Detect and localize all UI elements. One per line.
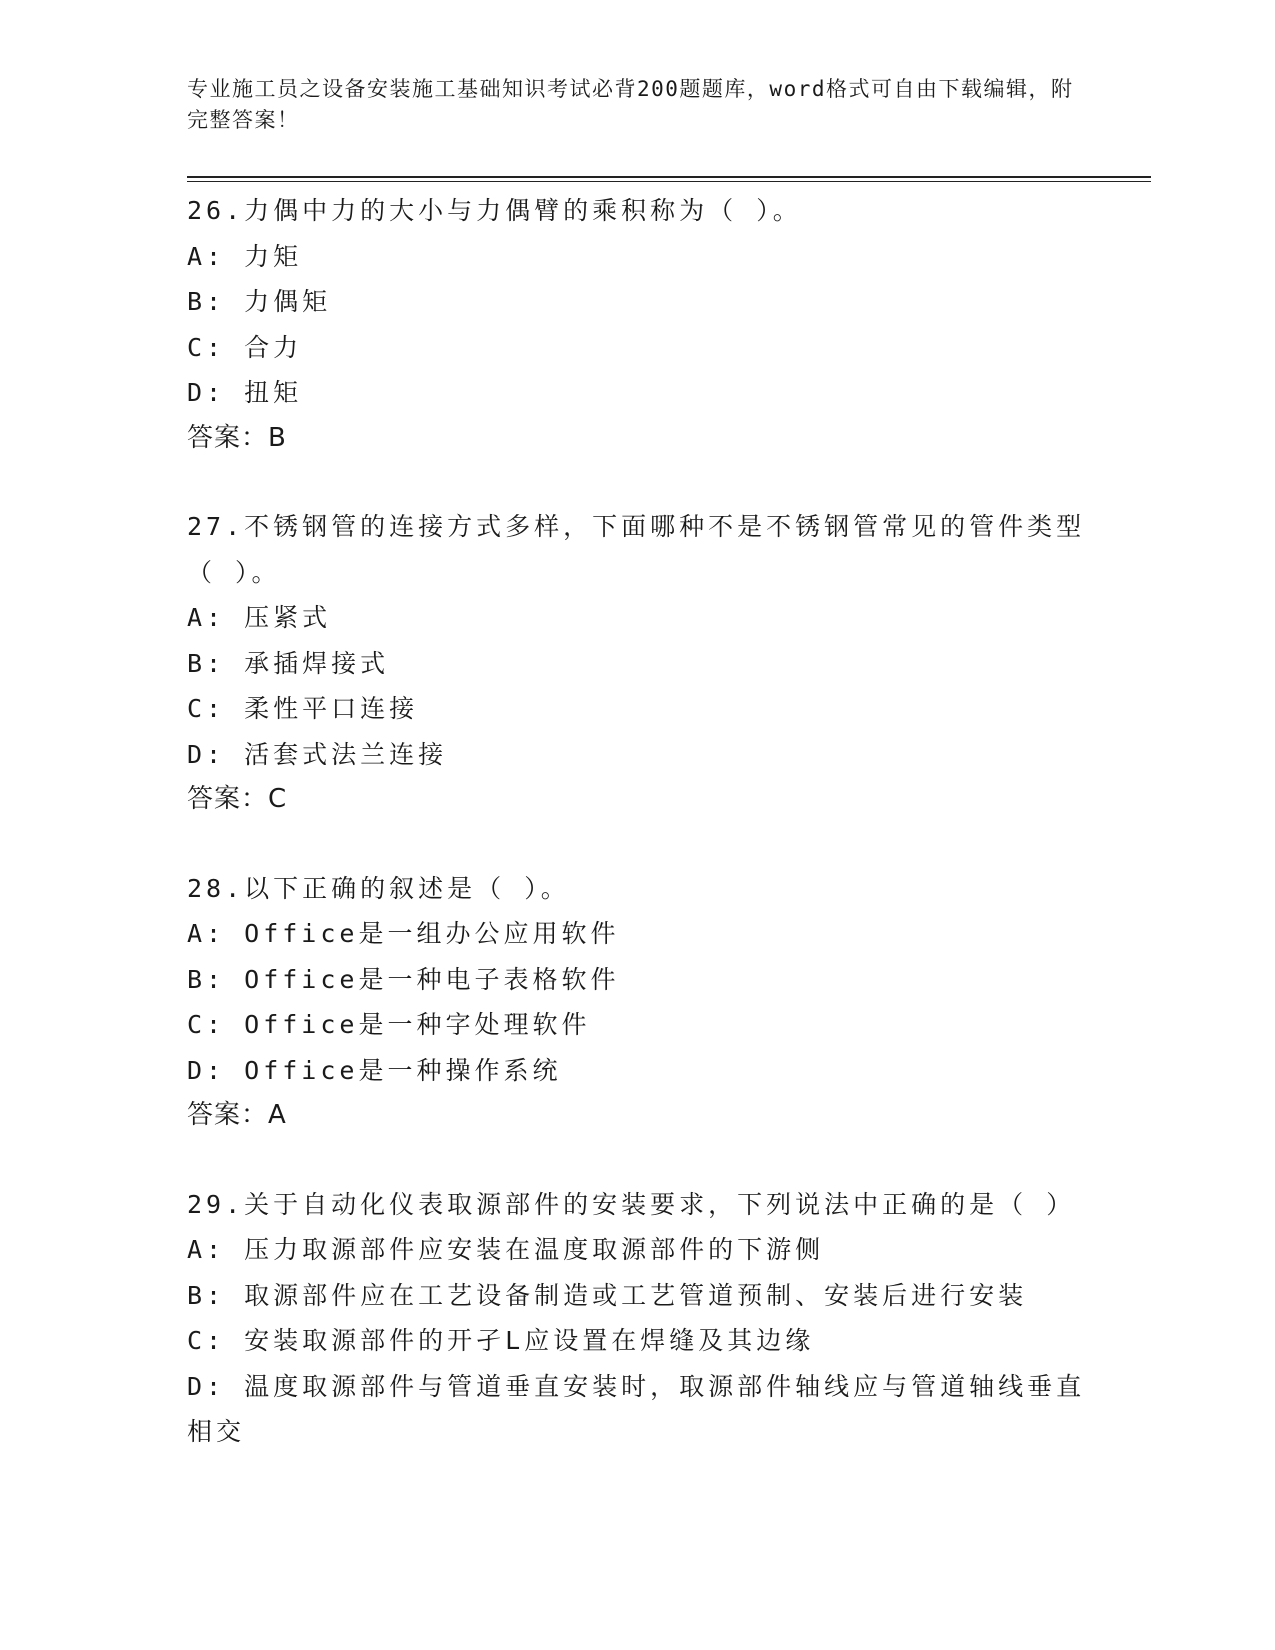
question-stem: 26.力偶中力的大小与力偶臂的乘积称为（ ）。 bbox=[187, 196, 802, 225]
answer-label: 答案： bbox=[187, 422, 269, 453]
option-a: A: Office是一组办公应用软件 bbox=[187, 919, 620, 948]
header-divider-thin bbox=[187, 181, 1151, 182]
question-stem: 27.不锈钢管的连接方式多样，下面哪种不是不锈钢管常见的管件类型（ ）。 bbox=[187, 512, 1086, 587]
option-d: D: 扭矩 bbox=[187, 378, 303, 407]
document-header: 专业施工员之设备安装施工基础知识考试必背200题题库，word格式可自由下载编辑，附完整答案！ bbox=[187, 77, 1074, 132]
question-stem: 28.以下正确的叙述是（ ）。 bbox=[187, 873, 570, 903]
option-b: B: Office是一种电子表格软件 bbox=[187, 964, 620, 994]
option-a: A: 压紧式 bbox=[187, 603, 332, 632]
option-a: A: 力矩 bbox=[187, 241, 303, 271]
option-d: D: 活套式法兰连接 bbox=[187, 739, 448, 769]
option-c: C: 柔性平口连接 bbox=[187, 694, 419, 723]
option-a: A: 压力取源部件应安装在温度取源部件的下游侧 bbox=[187, 1235, 825, 1264]
answer-line bbox=[187, 1093, 1087, 1139]
option-b: B: 取源部件应在工艺设备制造或工艺管道预制、安装后进行安装 bbox=[187, 1280, 1028, 1310]
option-c: C: 合力 bbox=[187, 332, 303, 362]
answer-value: B bbox=[268, 422, 287, 453]
answer-line bbox=[187, 416, 1087, 462]
question-29 bbox=[187, 1182, 1087, 1455]
header-divider-thick bbox=[187, 176, 1151, 178]
question-27 bbox=[187, 504, 1087, 823]
question-26 bbox=[187, 188, 1087, 461]
question-28 bbox=[187, 866, 1087, 1139]
question-list bbox=[187, 188, 1087, 1498]
option-b: B: 承插焊接式 bbox=[187, 648, 390, 678]
answer-line bbox=[187, 777, 1087, 823]
option-b: B: 力偶矩 bbox=[187, 287, 332, 316]
answer-label: 答案： bbox=[187, 784, 269, 814]
option-d: D: Office是一种操作系统 bbox=[187, 1055, 562, 1085]
option-c: C: Office是一种字处理软件 bbox=[187, 1010, 591, 1039]
answer-value: A bbox=[268, 1100, 287, 1130]
option-d: D: 温度取源部件与管道垂直安装时，取源部件轴线应与管道轴线垂直相交 bbox=[187, 1371, 1086, 1446]
answer-label: 答案： bbox=[187, 1100, 269, 1130]
question-stem: 29.关于自动化仪表取源部件的安装要求，下列说法中正确的是（ ） bbox=[187, 1189, 1076, 1219]
answer-value: C bbox=[268, 784, 288, 814]
option-c: C: 安装取源部件的开孑L应设置在焊缝及其边缘 bbox=[187, 1326, 815, 1355]
